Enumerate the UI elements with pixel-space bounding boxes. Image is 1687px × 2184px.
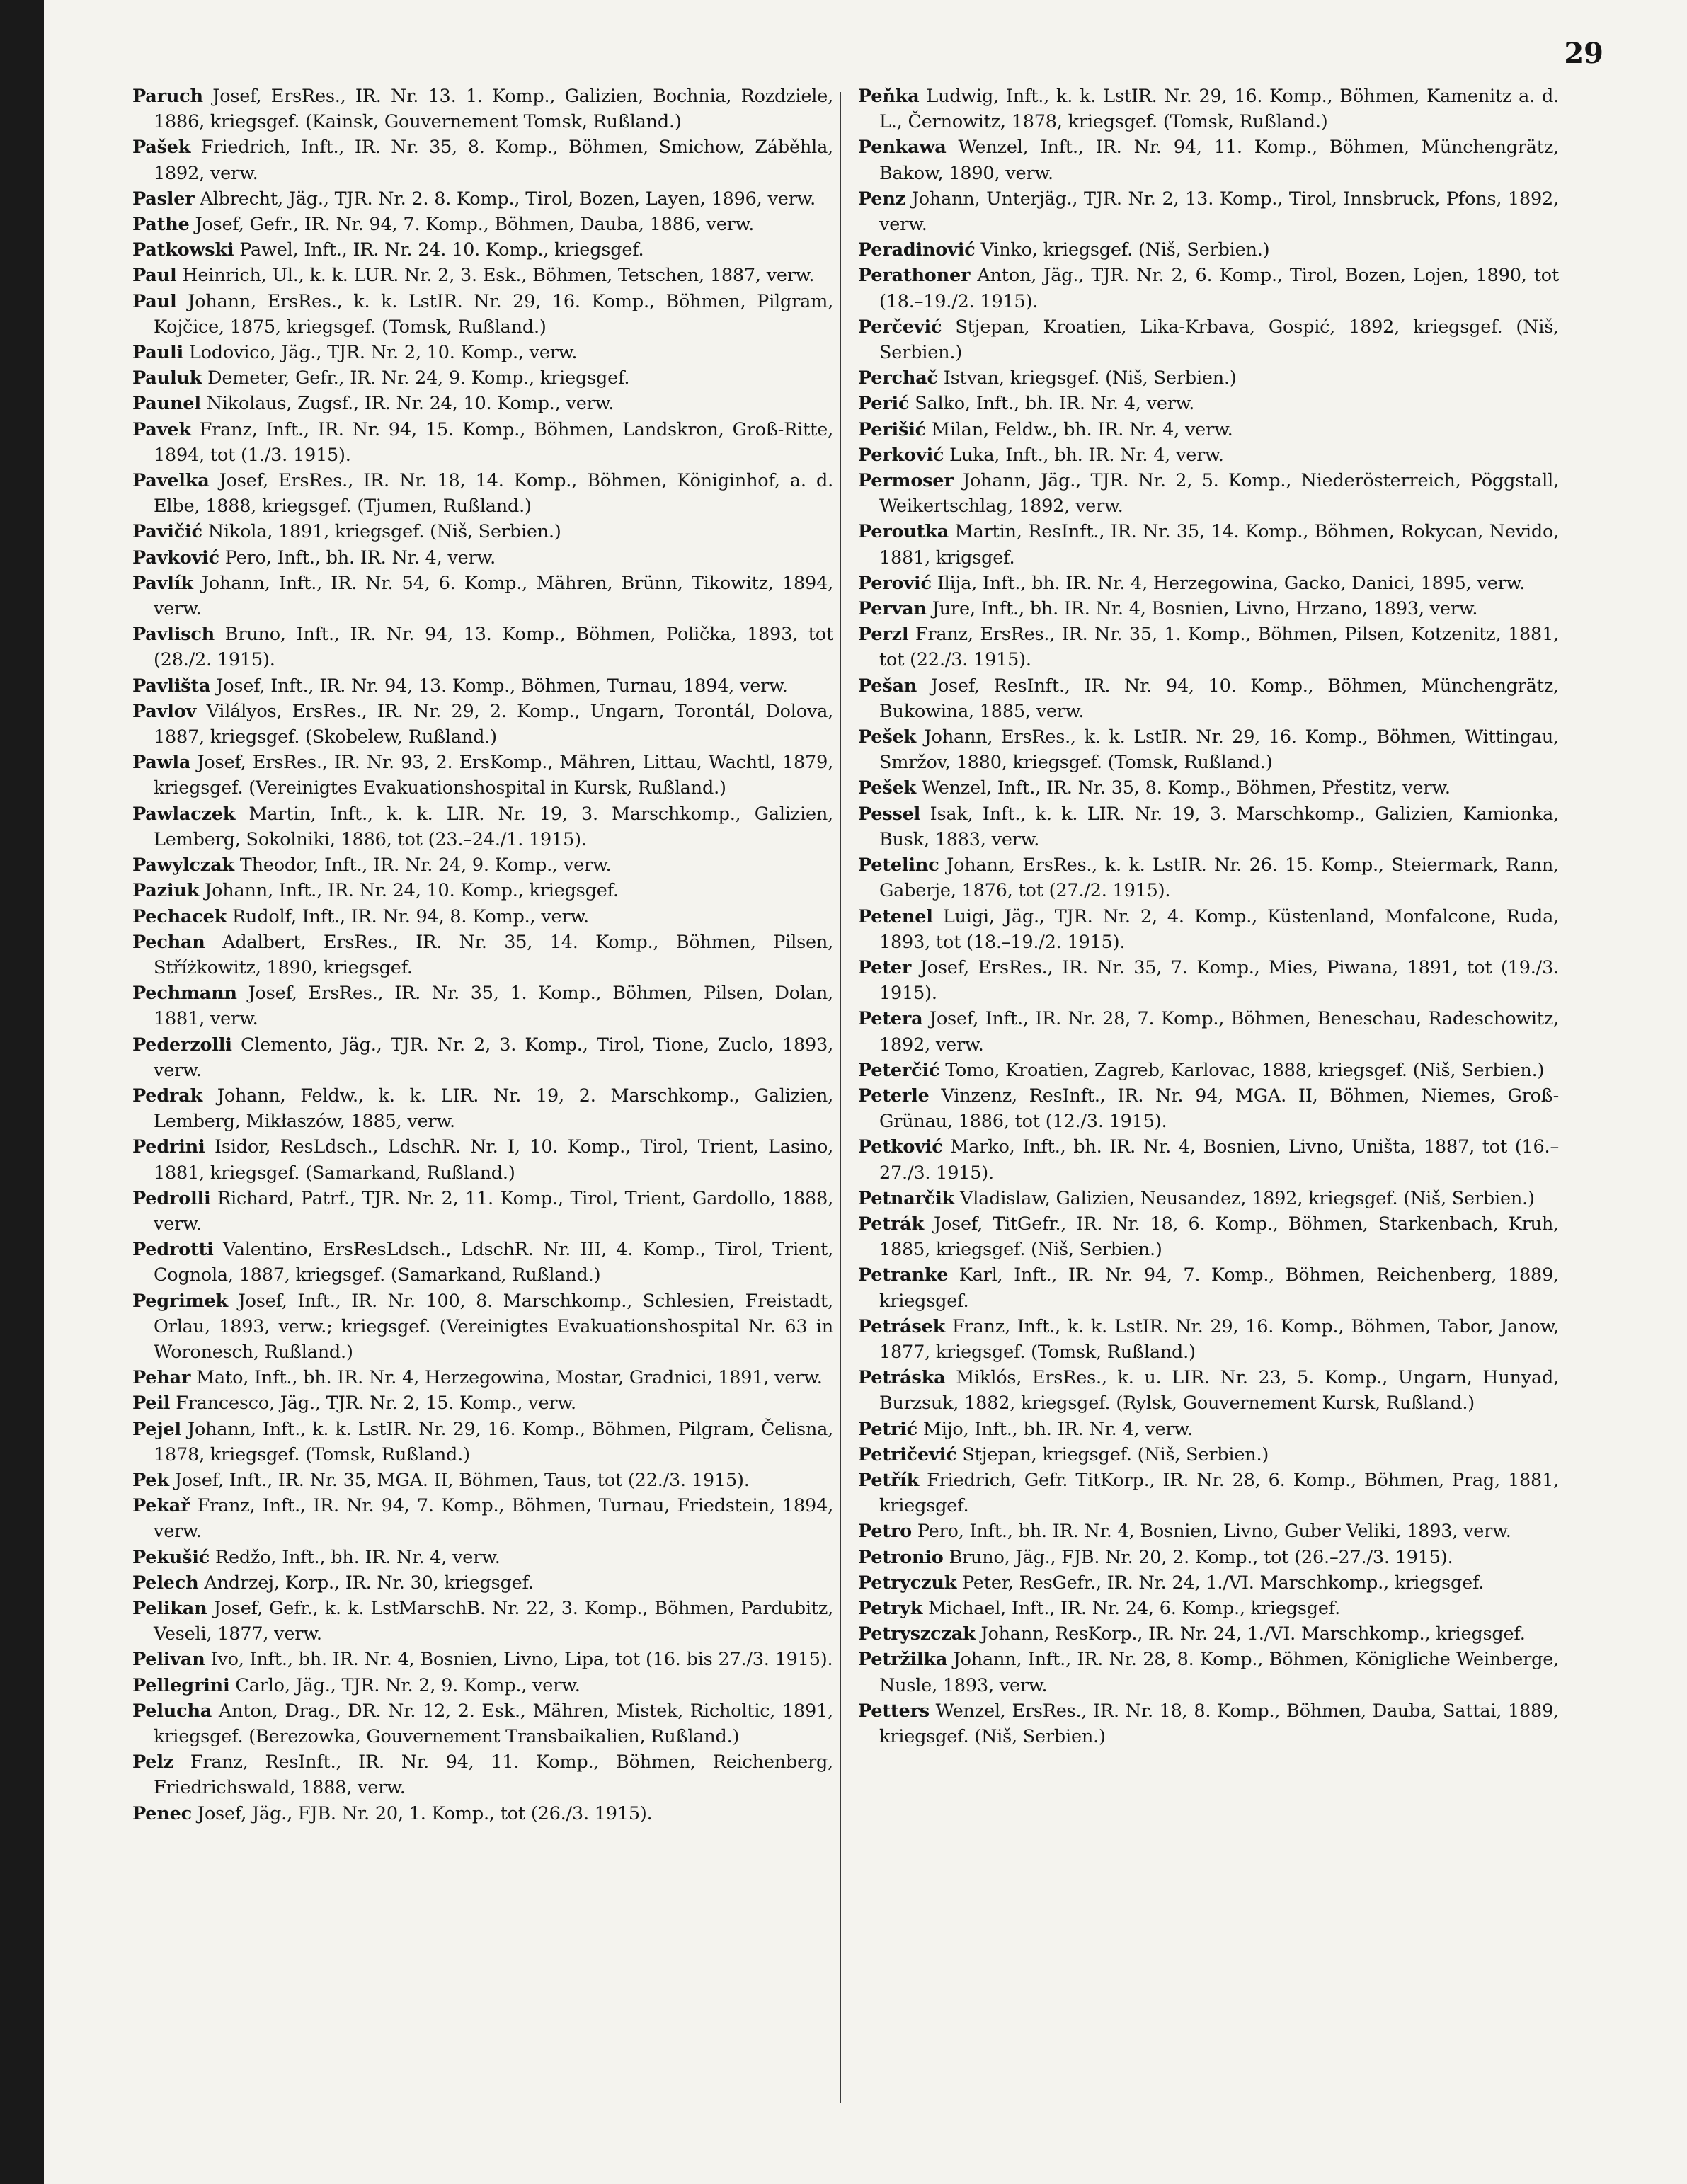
entry-surname: Pavlík — [132, 572, 193, 594]
entry-details: Luigi, Jäg., TJR. Nr. 2, 4. Komp., Küstenland, Monfalcone, Ruda, 1893, tot (18.–19./2. 1915). — [879, 905, 1559, 953]
list-entry — [132, 1647, 833, 1672]
list-entry — [132, 571, 833, 622]
list-entry — [132, 519, 833, 544]
entry-details: Wenzel, ErsRes., IR. Nr. 18, 8. Komp., Böhmen, Dauba, Sattai, 1889, kriegsgef. (Niš, Serbien.) — [879, 1700, 1560, 1747]
entry-surname: Perić — [858, 393, 910, 415]
entry-details: Isak, Inft., k. k. LIR. Nr. 19, 3. Marschkomp., Galizien, Kamionka, Busk, 1883, verw. — [879, 803, 1559, 850]
list-entry — [132, 186, 833, 212]
entry-surname: Petryk — [858, 1597, 923, 1619]
list-entry — [858, 263, 1559, 314]
list-entry — [858, 775, 1559, 801]
entry-details: Peter, ResGefr., IR. Nr. 24, 1./VI. Marschkomp., kriegsgef. — [962, 1572, 1485, 1594]
entry-surname: Petera — [858, 1008, 923, 1030]
entry-surname: Petković — [858, 1136, 943, 1158]
list-entry — [132, 1570, 833, 1596]
entry-details: Franz, Inft., IR. Nr. 94, 7. Komp., Böhmen, Turnau, Friedstein, 1894, verw. — [154, 1495, 833, 1543]
entry-details: Josef, ErsRes., IR. Nr. 35, 1. Komp., Böhmen, Pilsen, Dolan, 1881, verw. — [154, 983, 833, 1030]
entry-surname: Paruch — [132, 86, 203, 107]
list-entry — [132, 1390, 833, 1416]
entry-surname: Pellegrini — [132, 1674, 230, 1696]
list-entry — [132, 980, 833, 1031]
entry-surname: Pauli — [132, 342, 183, 364]
entry-details: Carlo, Jäg., TJR. Nr. 2, 9. Komp., verw. — [235, 1674, 581, 1696]
entry-surname: Pedrotti — [132, 1239, 214, 1261]
entry-details: Vladislaw, Galizien, Neusandez, 1892, kriegsgef. (Niš, Serbien.) — [959, 1187, 1535, 1209]
entry-surname: Peter — [858, 956, 912, 978]
entry-details: Johann, ErsRes., k. k. LstIR. Nr. 26. 15. Komp., Steiermark, Rann, Gaberje, 1876, tot (27./2. 1915). — [879, 854, 1559, 902]
entry-surname: Pekař — [132, 1495, 190, 1517]
right-column — [858, 84, 1559, 1749]
list-entry — [858, 1417, 1559, 1442]
entry-surname: Peterle — [858, 1085, 930, 1107]
list-entry — [132, 622, 833, 673]
list-entry — [132, 699, 833, 750]
list-entry — [858, 1006, 1559, 1057]
entry-details: Albrecht, Jäg., TJR. Nr. 2. 8. Komp., Tirol, Bozen, Layen, 1896, verw. — [200, 188, 816, 210]
list-entry — [132, 904, 833, 930]
entry-details: Johann, Unterjäg., TJR. Nr. 2, 13. Komp., Tirol, Innsbruck, Pfons, 1892, verw. — [879, 188, 1559, 236]
entry-details: Lodovico, Jäg., TJR. Nr. 2, 10. Komp., verw. — [188, 342, 578, 364]
list-entry — [132, 750, 833, 801]
entry-details: Josef, Gefr., k. k. LstMarschB. Nr. 22, 3. Komp., Böhmen, Pardubitz, Veseli, 1877, verw. — [154, 1597, 833, 1645]
list-entry — [132, 1186, 833, 1237]
entry-surname: Pederzolli — [132, 1034, 232, 1056]
entry-details: Josef, ErsRes., IR. Nr. 35, 7. Komp., Mies, Piwana, 1891, tot (19./3. 1915). — [879, 956, 1560, 1005]
list-entry — [132, 212, 833, 237]
entry-details: Josef, ErsRes., IR. Nr. 93, 2. ErsKomp., Mähren, Littau, Wachtl, 1879, kriegsgef. (Vereinigtes Evakuationshospital in Kursk, Rußland.) — [154, 752, 834, 799]
list-entry — [132, 1468, 833, 1493]
entry-details: Mato, Inft., bh. IR. Nr. 4, Herzegowina, Mostar, Gradnici, 1891, verw. — [196, 1367, 823, 1389]
entry-details: Demeter, Gefr., IR. Nr. 24, 9. Komp., kriegsgef. — [207, 367, 630, 389]
entry-details: Friedrich, Gefr. TitKorp., IR. Nr. 28, 6. Komp., Böhmen, Prag, 1881, kriegsgef. — [879, 1469, 1559, 1517]
entry-details: Francesco, Jäg., TJR. Nr. 2, 15. Komp., verw. — [176, 1393, 576, 1414]
entry-details: Josef, ErsRes., IR. Nr. 13. 1. Komp., Galizien, Bochnia, Rozdziele, 1886, kriegsgef. (Kainsk, Gouvernement Tomsk, Rußland.) — [154, 86, 833, 133]
entry-details: Vilályos, ErsRes., IR. Nr. 29, 2. Komp., Ungarn, Torontál, Dolova, 1887, kriegsgef. (Skobelew, Rußland.) — [154, 700, 833, 748]
entry-details: Pero, Inft., bh. IR. Nr. 4, Bosnien, Livno, Guber Veliki, 1893, verw. — [917, 1521, 1511, 1543]
entry-details: Josef, ResInft., IR. Nr. 94, 10. Komp., Böhmen, Münchengrätz, Bukowina, 1885, verw. — [879, 675, 1559, 722]
entry-details: Wenzel, Inft., IR. Nr. 35, 8. Komp., Böhmen, Přestitz, verw. — [921, 777, 1451, 799]
list-entry — [858, 1468, 1559, 1519]
list-entry — [858, 1314, 1559, 1365]
entry-surname: Paunel — [132, 393, 201, 415]
entry-details: Ilija, Inft., bh. IR. Nr. 4, Herzegowina, Gacko, Danici, 1895, verw. — [937, 572, 1526, 594]
entry-details: Luka, Inft., bh. IR. Nr. 4, verw. — [949, 444, 1224, 466]
entry-details: Martin, ResInft., IR. Nr. 35, 14. Komp., Böhmen, Rokycan, Nevido, 1881, krigsgef. — [879, 521, 1559, 568]
entry-details: Bruno, Inft., IR. Nr. 94, 13. Komp., Böhmen, Polička, 1893, tot (28./2. 1915). — [154, 624, 833, 671]
list-entry — [858, 1698, 1559, 1749]
entry-surname: Pavković — [132, 547, 219, 568]
entry-surname: Pešek — [858, 777, 916, 799]
entry-surname: Pešan — [858, 675, 917, 697]
entry-details: Johann, Inft., k. k. LstIR. Nr. 29, 16. Komp., Böhmen, Pilgram, Čelisna, 1878, kriegsgef. (Tomsk, Rußland.) — [154, 1418, 834, 1465]
entry-details: Wenzel, Inft., IR. Nr. 94, 11. Komp., Böhmen, Münchengrätz, Bakow, 1890, verw. — [879, 137, 1559, 184]
entry-surname: Perišić — [858, 418, 927, 440]
entry-surname: Petryczuk — [858, 1572, 957, 1594]
list-entry — [132, 365, 833, 391]
list-entry — [858, 365, 1559, 391]
entry-surname: Peterčić — [858, 1059, 940, 1081]
list-entry — [858, 1621, 1559, 1647]
entry-surname: Pauluk — [132, 367, 202, 389]
entry-details: Adalbert, ErsRes., IR. Nr. 35, 14. Komp., Böhmen, Pilsen, Stříżkowitz, 1890, kriegsgef. — [154, 931, 834, 978]
list-entry — [858, 1647, 1559, 1698]
entry-details: Stjepan, Kroatien, Lika-Krbava, Gospić, 1892, kriegsgef. (Niš, Serbien.) — [879, 316, 1560, 364]
entry-surname: Petryszczak — [858, 1623, 976, 1645]
entry-surname: Permoser — [858, 470, 954, 492]
column-divider — [840, 92, 841, 2103]
entry-surname: Petrić — [858, 1418, 917, 1440]
entry-details: Richard, Patrf., TJR. Nr. 2, 11. Komp., Tirol, Trient, Gardollo, 1888, verw. — [154, 1187, 834, 1235]
entry-surname: Pehar — [132, 1367, 191, 1389]
list-entry — [858, 1596, 1559, 1621]
entry-surname: Perzl — [858, 624, 909, 646]
list-entry — [858, 801, 1559, 852]
entry-details: Miklós, ErsRes., k. u. LIR. Nr. 23, 5. Komp., Ungarn, Hunyad, Burzsuk, 1882, kriegsgef. (Rylsk, Gouvernement Kursk, Rußland.) — [879, 1367, 1560, 1414]
entry-surname: Petráska — [858, 1367, 946, 1389]
entry-details: Johann, Inft., IR. Nr. 28, 8. Komp., Böhmen, Königliche Weinberge, Nusle, 1893, verw. — [879, 1649, 1559, 1696]
entry-details: Clemento, Jäg., TJR. Nr. 2, 3. Komp., Tirol, Tione, Zuclo, 1893, verw. — [154, 1034, 834, 1081]
list-entry — [858, 571, 1559, 596]
entry-surname: Pawlaczek — [132, 803, 236, 825]
list-entry — [858, 724, 1559, 775]
entry-details: Josef, TitGefr., IR. Nr. 18, 6. Komp., Böhmen, Starkenbach, Kruh, 1885, kriegsgef. (Niš, Serbien.) — [879, 1213, 1560, 1261]
entry-details: Stjepan, kriegsgef. (Niš, Serbien.) — [962, 1443, 1269, 1465]
entry-surname: Petřík — [858, 1469, 920, 1491]
page-number: 29 — [1564, 37, 1603, 70]
entry-surname: Pawla — [132, 752, 191, 774]
entry-surname: Pekušić — [132, 1546, 210, 1568]
entry-details: Pero, Inft., bh. IR. Nr. 4, verw. — [224, 547, 496, 568]
list-entry — [858, 1134, 1559, 1185]
list-entry — [132, 1596, 833, 1647]
entry-details: Nikola, 1891, kriegsgef. (Niš, Serbien.) — [207, 521, 561, 543]
entry-details: Josef, Jäg., FJB. Nr. 20, 1. Komp., tot (26./3. 1915). — [197, 1802, 653, 1824]
entry-surname: Petnarčik — [858, 1187, 955, 1209]
entry-details: Josef, Gefr., IR. Nr. 94, 7. Komp., Böhmen, Dauba, 1886, verw. — [195, 214, 755, 236]
entry-surname: Perčević — [858, 316, 942, 338]
entry-surname: Pelucha — [132, 1700, 212, 1722]
list-entry — [858, 1058, 1559, 1083]
entry-surname: Pessel — [858, 803, 921, 825]
entry-surname: Pedrolli — [132, 1187, 211, 1209]
entry-surname: Paziuk — [132, 880, 200, 902]
entry-details: Ludwig, Inft., k. k. LstIR. Nr. 29, 16. Komp., Böhmen, Kamenitz a. d. L., Černowitz, 1878, kriegsgef. (Tomsk, Rußland.) — [879, 86, 1559, 133]
list-entry — [858, 904, 1559, 955]
entry-details: Anton, Jäg., TJR. Nr. 2, 6. Komp., Tirol, Bozen, Lojen, 1890, tot (18.–19./2. 1915). — [879, 265, 1559, 312]
entry-details: Martin, Inft., k. k. LIR. Nr. 19, 3. Marschkomp., Galizien, Lemberg, Sokolniki, 1886, tot (23.–24./1. 1915). — [154, 803, 833, 850]
entry-surname: Petronio — [858, 1546, 944, 1568]
entry-surname: Penz — [858, 188, 905, 210]
list-entry — [132, 1365, 833, 1390]
entry-details: Johann, Feldw., k. k. LIR. Nr. 19, 2. Marschkomp., Galizien, Lemberg, Mikłaszów, 1885, verw. — [154, 1085, 834, 1133]
list-entry — [132, 1545, 833, 1570]
entry-surname: Perathoner — [858, 265, 971, 287]
list-entry — [858, 442, 1559, 468]
list-entry — [858, 186, 1559, 237]
list-entry — [858, 1211, 1559, 1262]
list-entry — [858, 417, 1559, 442]
list-entry — [132, 84, 833, 135]
entry-surname: Pelech — [132, 1572, 199, 1594]
entry-surname: Pathe — [132, 214, 190, 236]
list-entry — [858, 519, 1559, 570]
entry-details: Johann, ResKorp., IR. Nr. 24, 1./VI. Marschkomp., kriegsgef. — [980, 1623, 1526, 1645]
list-entry — [858, 1545, 1559, 1570]
entry-details: Johann, Inft., IR. Nr. 54, 6. Komp., Mähren, Brünn, Tikowitz, 1894, verw. — [154, 572, 834, 620]
list-entry — [858, 468, 1559, 519]
entry-surname: Pelikan — [132, 1597, 207, 1619]
entry-surname: Pavičić — [132, 521, 202, 543]
entry-surname: Peradinović — [858, 239, 976, 261]
entry-surname: Pavelka — [132, 470, 210, 492]
entry-surname: Petelinc — [858, 854, 939, 876]
entry-details: Milan, Feldw., bh. IR. Nr. 4, verw. — [931, 418, 1233, 440]
entry-details: Karl, Inft., IR. Nr. 94, 7. Komp., Böhmen, Reichenberg, 1889, kriegsgef. — [879, 1264, 1560, 1312]
list-entry — [132, 852, 833, 878]
document-page — [44, 0, 1687, 2184]
list-entry — [132, 135, 833, 185]
list-entry — [858, 135, 1559, 185]
list-entry — [858, 852, 1559, 903]
entry-details: Valentino, ErsResLdsch., LdschR. Nr. III, 4. Komp., Tirol, Trient, Cognola, 1887, kriegsgef. (Samarkand, Rußland.) — [154, 1239, 833, 1286]
list-entry — [132, 545, 833, 571]
entry-details: Salko, Inft., bh. IR. Nr. 4, verw. — [915, 393, 1195, 415]
entry-surname: Pavlišta — [132, 675, 211, 697]
entry-surname: Pasler — [132, 188, 195, 210]
list-entry — [132, 263, 833, 288]
entry-surname: Pek — [132, 1469, 169, 1491]
entry-surname: Pavlov — [132, 700, 197, 722]
list-entry — [132, 1673, 833, 1698]
entry-details: Johann, Jäg., TJR. Nr. 2, 5. Komp., Niederösterreich, Pöggstall, Weikertschlag, 1892, verw. — [879, 470, 1560, 518]
entry-surname: Perović — [858, 572, 932, 594]
entry-surname: Pešek — [858, 726, 916, 748]
entry-surname: Pelz — [132, 1751, 174, 1773]
entry-surname: Petenel — [858, 905, 933, 927]
list-entry — [132, 391, 833, 416]
list-entry — [132, 417, 833, 468]
list-entry — [858, 622, 1559, 673]
entry-surname: Petričević — [858, 1443, 957, 1465]
entry-details: Theodor, Inft., IR. Nr. 24, 9. Komp., verw. — [239, 854, 612, 876]
entry-surname: Pechmann — [132, 983, 237, 1005]
list-entry — [858, 237, 1559, 263]
entry-details: Josef, Inft., IR. Nr. 35, MGA. II, Böhmen, Taus, tot (22./3. 1915). — [174, 1469, 750, 1491]
entry-surname: Petržilka — [858, 1649, 948, 1671]
entry-details: Tomo, Kroatien, Zagreb, Karlovac, 1888, kriegsgef. (Niš, Serbien.) — [945, 1059, 1545, 1081]
list-entry — [132, 340, 833, 365]
entry-surname: Peroutka — [858, 521, 949, 543]
entry-surname: Pelivan — [132, 1649, 205, 1671]
left-column — [132, 84, 833, 1826]
entry-surname: Pejel — [132, 1418, 181, 1440]
entry-surname: Pavek — [132, 418, 191, 440]
entry-details: Ivo, Inft., bh. IR. Nr. 4, Bosnien, Livno, Lipa, tot (16. bis 27./3. 1915). — [210, 1649, 833, 1671]
entry-details: Michael, Inft., IR. Nr. 24, 6. Komp., kriegsgef. — [928, 1597, 1341, 1619]
list-entry — [132, 1749, 833, 1800]
entry-surname: Peil — [132, 1393, 171, 1414]
entry-details: Mijo, Inft., bh. IR. Nr. 4, verw. — [922, 1418, 1193, 1440]
entry-surname: Perković — [858, 444, 944, 466]
list-entry — [132, 1417, 833, 1468]
entry-details: Istvan, kriegsgef. (Niš, Serbien.) — [943, 367, 1237, 389]
entry-details: Josef, Inft., IR. Nr. 94, 13. Komp., Böhmen, Turnau, 1894, verw. — [216, 675, 788, 697]
list-entry — [132, 673, 833, 699]
list-entry — [132, 878, 833, 903]
entry-surname: Perchač — [858, 367, 938, 389]
entry-details: Josef, Inft., IR. Nr. 100, 8. Marschkomp., Schlesien, Freistadt, Orlau, 1893, verw.; kriegsgef. (Vereinigtes Evakuationshospital Nr. 63 in Woronesch, Rußland.) — [154, 1290, 833, 1363]
list-entry — [858, 1262, 1559, 1313]
entry-surname: Pechacek — [132, 905, 227, 927]
entry-surname: Pawylczak — [132, 854, 234, 876]
entry-surname: Pašek — [132, 137, 191, 159]
list-entry — [858, 596, 1559, 622]
entry-surname: Petters — [858, 1700, 930, 1722]
entry-surname: Pervan — [858, 598, 927, 620]
entry-details: Friedrich, Inft., IR. Nr. 35, 8. Komp., Böhmen, Smichow, Záběhla, 1892, verw. — [154, 137, 834, 184]
entry-details: Heinrich, Ul., k. k. LUR. Nr. 2, 3. Esk., Böhmen, Tetschen, 1887, verw. — [182, 265, 815, 287]
entry-surname: Pechan — [132, 931, 205, 953]
entry-details: Nikolaus, Zugsf., IR. Nr. 24, 10. Komp., verw. — [206, 393, 614, 415]
list-entry — [858, 1083, 1559, 1134]
list-entry — [132, 1698, 833, 1749]
entry-surname: Petrásek — [858, 1315, 946, 1337]
entry-details: Andrzej, Korp., IR. Nr. 30, kriegsgef. — [204, 1572, 534, 1594]
entry-details: Anton, Drag., DR. Nr. 12, 2. Esk., Mähren, Mistek, Richoltic, 1891, kriegsgef. (Berezowka, Gouvernement Transbaikalien, Rußland.) — [154, 1700, 834, 1747]
entry-details: Franz, Inft., IR. Nr. 94, 15. Komp., Böhmen, Landskron, Groß-Ritte, 1894, tot (1./3. 1915). — [154, 418, 833, 466]
entry-surname: Peňka — [858, 86, 920, 107]
entry-surname: Patkowski — [132, 239, 234, 261]
list-entry — [858, 1365, 1559, 1416]
list-entry — [132, 289, 833, 340]
list-entry — [132, 1134, 833, 1185]
entry-details: Jure, Inft., bh. IR. Nr. 4, Bosnien, Livno, Hrzano, 1893, verw. — [932, 598, 1478, 620]
entry-surname: Pegrimek — [132, 1290, 228, 1312]
entry-details: Johann, ErsRes., k. k. LstIR. Nr. 29, 16. Komp., Böhmen, Wittingau, Smržov, 1880, kriegsgef. (Tomsk, Rußland.) — [879, 726, 1559, 774]
list-entry — [858, 314, 1559, 365]
entry-details: Marko, Inft., bh. IR. Nr. 4, Bosnien, Livno, Uništa, 1887, tot (16.–27./3. 1915). — [879, 1136, 1559, 1184]
entry-surname: Pavlisch — [132, 624, 215, 646]
list-entry — [132, 801, 833, 852]
entry-details: Josef, ErsRes., IR. Nr. 18, 14. Komp., Böhmen, Königinhof, a. d. Elbe, 1888, kriegsgef. (Tjumen, Rußland.) — [154, 470, 833, 518]
entry-details: Rudolf, Inft., IR. Nr. 94, 8. Komp., verw. — [232, 905, 589, 927]
entry-surname: Penec — [132, 1802, 193, 1824]
list-entry — [858, 1442, 1559, 1468]
entry-surname: Paul — [132, 290, 177, 312]
list-entry — [858, 673, 1559, 724]
entry-details: Isidor, ResLdsch., LdschR. Nr. I, 10. Komp., Tirol, Trient, Lasino, 1881, kriegsgef. (Samarkand, Rußland.) — [154, 1136, 834, 1184]
entry-surname: Petrák — [858, 1213, 924, 1235]
list-entry — [132, 1493, 833, 1544]
entry-details: Vinzenz, ResInft., IR. Nr. 94, MGA. II, Böhmen, Niemes, Groß-Grünau, 1886, tot (12./3. 1915). — [879, 1085, 1560, 1133]
list-entry — [858, 1570, 1559, 1596]
entry-details: Pawel, Inft., IR. Nr. 24. 10. Komp., kriegsgef. — [239, 239, 644, 261]
entry-details: Franz, ResInft., IR. Nr. 94, 11. Komp., Böhmen, Reichenberg, Friedrichswald, 1888, verw. — [154, 1751, 833, 1799]
entry-details: Johann, ErsRes., k. k. LstIR. Nr. 29, 16. Komp., Böhmen, Pilgram, Kojčice, 1875, kriegsgef. (Tomsk, Rußland.) — [154, 290, 833, 338]
list-entry — [132, 237, 833, 263]
list-entry — [132, 1237, 833, 1288]
entry-surname: Pedrak — [132, 1085, 202, 1107]
entry-details: Redžo, Inft., bh. IR. Nr. 4, verw. — [215, 1546, 501, 1568]
list-entry — [858, 391, 1559, 416]
entry-details: Josef, Inft., IR. Nr. 28, 7. Komp., Böhmen, Beneschau, Radeschowitz, 1892, verw. — [879, 1008, 1559, 1056]
entry-surname: Penkawa — [858, 137, 947, 159]
entry-details: Vinko, kriegsgef. (Niš, Serbien.) — [980, 239, 1270, 261]
entry-surname: Paul — [132, 265, 177, 287]
entry-details: Franz, ErsRes., IR. Nr. 35, 1. Komp., Böhmen, Pilsen, Kotzenitz, 1881, tot (22./3. 1915). — [879, 624, 1560, 671]
list-entry — [858, 955, 1559, 1006]
entry-surname: Petro — [858, 1521, 912, 1543]
entry-details: Johann, Inft., IR. Nr. 24, 10. Komp., kriegsgef. — [205, 880, 619, 902]
list-entry — [132, 1032, 833, 1083]
list-entry — [132, 930, 833, 980]
list-entry — [132, 1083, 833, 1134]
list-entry — [132, 1288, 833, 1366]
list-entry — [132, 468, 833, 519]
list-entry — [132, 1801, 833, 1826]
list-entry — [858, 1186, 1559, 1211]
list-entry — [858, 84, 1559, 135]
list-entry — [858, 1519, 1559, 1544]
entry-surname: Petranke — [858, 1264, 949, 1286]
entry-details: Franz, Inft., k. k. LstIR. Nr. 29, 16. Komp., Böhmen, Tabor, Janow, 1877, kriegsgef. (Tomsk, Rußland.) — [879, 1315, 1560, 1363]
entry-details: Bruno, Jäg., FJB. Nr. 20, 2. Komp., tot (26.–27./3. 1915). — [949, 1546, 1453, 1568]
entry-surname: Pedrini — [132, 1136, 205, 1158]
